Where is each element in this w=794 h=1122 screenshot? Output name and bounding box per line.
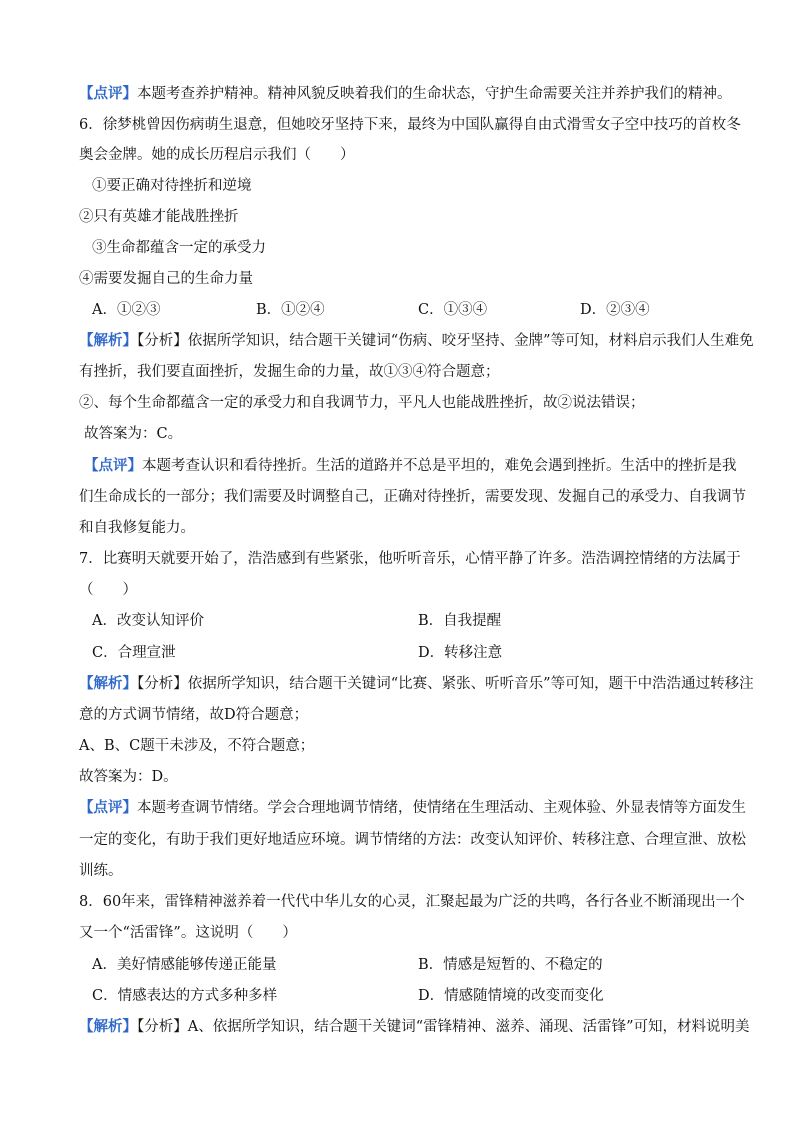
fenxi-tag: 【分析】 [137,1019,188,1035]
q6-stem-line1: 6．徐梦桃曾因伤病萌生退意，但她咬牙坚持下来，最终为中国队赢得自由式滑雪女子空中技巧的首枚冬 [79,117,741,133]
prev-comment-line [79,84,732,104]
analysis-tag: 【解析】 [79,1018,137,1035]
q7-comment-line1: 【点评】本题考查调节情绪。学会合理地调节情绪，使情绪在生理活动、主观体验、外显表情等方面发生 [79,799,746,816]
comment-tag: 【点评】 [79,85,137,102]
q8-option-b: B．情感是短暂的、不稳定的 [418,957,603,973]
q8-option-d: D．情感随情境的改变而变化 [418,988,604,1004]
q6-item-2: ②只有英雄才能战胜挫折 [79,209,239,225]
q8-stem-line2: 又一个“活雷锋”。这说明（ ） [79,925,297,941]
q6-item-3: ③生命都蕴含一定的承受力 [92,240,266,256]
analysis-tag: 【解析】 [79,332,137,349]
q6-analysis-line3: ②、每个生命都蕴含一定的承受力和自我调节力，平凡人也能战胜挫折，故②说法错误； [79,395,645,411]
q7-option-a: A．改变认知评价 [92,613,204,629]
q7-comment-line3: 训练。 [79,863,123,879]
q7-option-d: D．转移注意 [418,645,503,661]
q7-option-c: C．合理宣泄 [92,645,176,661]
q8-analysis-line1: 【解析】【分析】A、依据所学知识，结合题干关键词“雷锋精神、滋养、涌现、活雷锋”可知，材料说明美 [79,1018,750,1035]
q7-analysis-line1: 【解析】【分析】依据所学知识，结合题干关键词“比赛、紧张、听听音乐”等可知，题干中浩浩通过转移注 [79,675,754,692]
q6-option-b: B．①②④ [256,302,325,318]
q6-analysis-line2: 有挫折，我们要直面挫折，发掘生命的力量，故①③④符合题意； [79,364,500,380]
q6-answer: 故答案为：C。 [84,426,183,442]
q7-analysis-line2: 意的方式调节情绪，故D符合题意； [79,707,309,723]
q6-option-a: A．①②③ [92,302,161,318]
q6-comment-line2: 们生命成长的一部分；我们需要及时调整自己，正确对待挫折，需要发现、发掘自己的承受力、自我调节 [79,489,746,505]
q8-option-a: A．美好情感能够传递正能量 [92,957,277,973]
comment-tag: 【点评】 [84,457,142,474]
fenxi-tag: 【分析】 [137,333,188,349]
q6-stem-line2: 奥会金牌。她的成长历程启示我们（ ） [79,147,355,163]
q7-answer: 故答案为：D。 [79,769,178,785]
q7-option-b: B．自我提醒 [418,613,502,629]
q6-option-d: D．②③④ [580,302,650,318]
q7-stem-line2: （ ） [79,582,137,598]
fenxi-tag: 【分析】 [137,676,188,692]
q7-analysis-line3: A、B、C题干未涉及，不符合题意； [79,738,315,754]
q6-analysis-line1: 【解析】【分析】依据所学知识，结合题干关键词“伤病、咬牙坚持、金牌”等可知，材料启示我们人生难免 [79,332,754,349]
q7-comment-line2: 一定的变化，有助于我们更好地适应环境。调节情绪的方法：改变认知评价、转移注意、合理宣泄、放松 [79,832,746,848]
comment-text: 本题考查养护精神。精神风貌反映着我们的生命状态，守护生命需要关注并养护我们的精神。 [137,86,732,102]
analysis-tag: 【解析】 [79,675,137,692]
q6-item-1: ①要正确对待挫折和逆境 [92,178,252,194]
q8-stem-line1: 8．60年来，雷锋精神滋养着一代代中华儿女的心灵，汇聚起最为广泛的共鸣，各行各业不断涌现出一个 [79,894,745,910]
q6-comment-line1: 【点评】本题考查认识和看待挫折。生活的道路并不总是平坦的，难免会遇到挫折。生活中的挫折是我 [84,457,737,474]
q7-stem-line1: 7．比赛明天就要开始了，浩浩感到有些紧张，他听听音乐，心情平静了许多。浩浩调控情绪的方法属于 [79,551,741,567]
q6-item-4: ④需要发掘自己的生命力量 [79,271,253,287]
comment-tag: 【点评】 [79,799,137,816]
q6-comment-line3: 和自我修复能力。 [79,520,195,536]
q6-option-c: C．①③④ [418,302,488,318]
q8-option-c: C．情感表达的方式多种多样 [92,988,278,1004]
